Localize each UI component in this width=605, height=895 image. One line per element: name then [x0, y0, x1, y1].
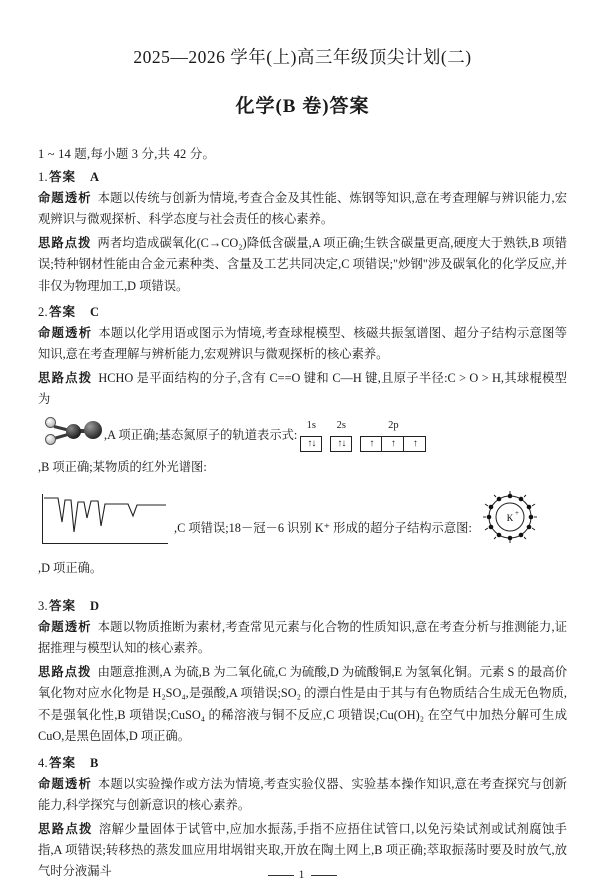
design-paragraph-2	[38, 323, 567, 365]
question-block-3	[38, 596, 567, 747]
analysis-text-2e: ,D 项正确。	[38, 561, 103, 576]
infrared-spectrum-chart-icon	[38, 492, 170, 548]
analysis-label-3: 思路点拨	[38, 665, 92, 680]
answer-line-1	[38, 167, 567, 185]
analysis-paragraph-1	[38, 233, 567, 296]
answer-line-2	[38, 302, 567, 320]
question-number-4: 4.	[38, 755, 48, 770]
orbital-group-1s	[300, 436, 322, 452]
answer-value-3: D	[90, 599, 100, 614]
orbital-diagram-nitrogen	[300, 417, 426, 452]
orbital-cell-2p-1: ↑	[360, 436, 382, 452]
design-label-3: 命题透析	[38, 620, 92, 635]
formaldehyde-ball-stick-model-icon	[40, 412, 102, 452]
answer-value-2: C	[90, 304, 100, 319]
analysis-text-2b: ,A 项正确;基态氮原子的轨道表示式:	[104, 428, 298, 443]
answer-value-4: B	[90, 755, 99, 770]
answer-label-3: 答案	[48, 599, 76, 614]
question-number-2: 2.	[38, 304, 48, 319]
design-label-4: 命题透析	[38, 776, 93, 791]
orbital-group-2s	[330, 436, 352, 452]
orbital-label-2s: 2s	[336, 420, 347, 432]
figure-row-molecule-orbital	[38, 412, 567, 484]
subject-title: 化学(B 卷)答案	[235, 96, 370, 117]
design-label-1: 命题透析	[38, 191, 92, 205]
answer-line-4	[38, 753, 567, 771]
orbital-cell-1s-1: ↑↓	[300, 436, 322, 452]
analysis-text-3: 由题意推测,A 为硫,B 为二氧化硫,C 为硫酸,D 为硫酸铜,E 为氢氧化铜。元素 S 的最高价氧化物对应水化物是 H₂SO₄,是强酸,A 项错误;SO₂ 的漂白性是由于其与有色物质结合生成无色物质,不是强氧化性,B 项错误;CuSO₄ 的稀溶液与铜不反应,C 项错误;Cu(OH)₂ 在空气中加热分解可生成 CuO,是黑色固体,D 项正确。	[38, 665, 567, 743]
question-number-3: 3.	[38, 599, 48, 614]
answer-label-2: 答案	[48, 304, 76, 319]
crown-ether-supramolecule-icon	[475, 486, 545, 548]
analysis-text-2c: ,B 项正确;某物质的红外光谱图:	[38, 460, 207, 475]
svg-text:+: +	[514, 509, 519, 518]
orbital-cell-2p-3: ↑	[404, 436, 426, 452]
orbital-label-2p: 2p	[388, 420, 399, 432]
analysis-paragraph-2	[38, 368, 567, 410]
question-block-1	[38, 167, 567, 297]
analysis-text-2d: ,C 项错误;18－冠－6 识别 K⁺ 形成的超分子结构示意图:	[174, 520, 472, 535]
orbital-group-2p	[360, 436, 426, 452]
page-footer	[0, 869, 605, 881]
design-paragraph-3	[38, 617, 567, 659]
question-block-2	[38, 302, 567, 590]
svg-text:K: K	[506, 513, 514, 524]
design-text-2: 本题以化学用语或图示为情境,考查球棍模型、核磁共振氢谱图、超分子结构示意图等知识,意在考查理解与辨析能力,宏观辨识与微观探析的核心素养。	[38, 325, 567, 361]
orbital-boxes	[300, 436, 426, 452]
orbital-labels	[300, 417, 426, 435]
analysis-label-2: 思路点拨	[38, 370, 93, 385]
analysis-text-2a: HCHO 是平面结构的分子,含有 C==O 键和 C—H 键,且原子半径:C > O > H,其球棍模型为	[38, 370, 567, 407]
analysis-paragraph-3	[38, 662, 567, 747]
design-text-4: 本题以实验操作或方法为情境,考查实验仪器、实验基本操作知识,意在考查探究与创新能力,科学探究与创新意识的核心素养。	[38, 776, 567, 813]
page-title: 2025—2026 学年(上)高三年级顶尖计划(二)	[133, 47, 472, 67]
answer-line-3	[38, 596, 567, 614]
page-number: 1	[298, 869, 307, 881]
design-text-1: 本题以传统与创新为情境,考查合金及其性能、炼钢等知识,意在考查理解与辨识能力,宏观辨识与微观探析、科学态度与社会责任的核心素养。	[38, 191, 567, 227]
design-text-3: 本题以物质推断为素材,考查常见元素与化合物的性质知识,意在考查分析与推测能力,证据推理与模型认知的核心素养。	[38, 620, 567, 656]
orbital-label-1s: 1s	[306, 420, 317, 432]
answer-value-1: A	[90, 170, 100, 184]
figure-row-ir-crown	[38, 486, 567, 590]
analysis-text-4: 溶解少量固体于试管中,应加水振荡,手指不应捂住试管口,以免污染试剂或试剂腐蚀手指,A 项错误;转移热的蒸发皿应用坩埚钳夹取,开放在陶土网上,B 项正确;萃取振荡时要及时放气,放气时分液漏斗	[38, 822, 567, 879]
design-paragraph-1	[38, 188, 567, 230]
question-block-4	[38, 753, 567, 883]
question-number-1: 1.	[38, 170, 48, 184]
orbital-cell-2s-1: ↑↓	[330, 436, 352, 452]
footer-rule-left	[268, 875, 294, 876]
analysis-label-4: 思路点拨	[38, 822, 93, 837]
analysis-label-1: 思路点拨	[38, 236, 92, 251]
design-paragraph-4	[38, 774, 567, 816]
score-note: 1 ~ 14 题,每小题 3 分,共 42 分。	[38, 147, 216, 161]
analysis-text-1: 两者均造成碳氧化(C→CO₂)降低含碳量,A 项正确;生铁含碳量更高,硬度大于熟铁,B 项错误;特种钢材性能由合金元素种类、含量及工艺共同决定,C 项错误;"炒钢"涉及碳氧化的化学反应,并非仅为物理加工,D 项错误。	[38, 236, 567, 293]
footer-rule-right	[311, 875, 337, 876]
orbital-cell-2p-2: ↑	[382, 436, 404, 452]
answer-label-1: 答案	[48, 170, 76, 184]
design-label-2: 命题透析	[38, 325, 93, 340]
answer-label-4: 答案	[48, 755, 76, 770]
